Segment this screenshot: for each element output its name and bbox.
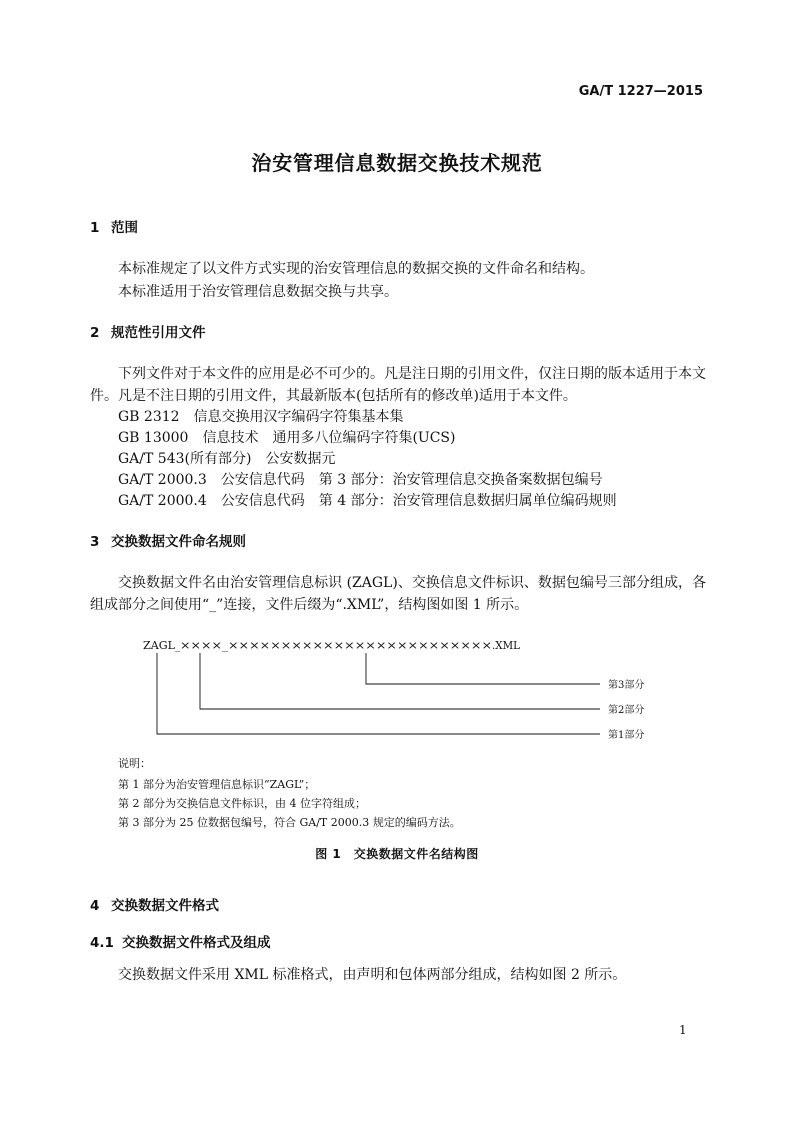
subsection-title: 交换数据文件格式及组成	[122, 935, 271, 951]
section-1-heading	[90, 218, 138, 238]
section-4-heading	[90, 896, 219, 916]
document-title: 治安管理信息数据交换技术规范	[251, 151, 543, 175]
section-number: 1	[90, 220, 100, 236]
part-1-connector	[157, 653, 600, 734]
part-3-label: 第3部分	[608, 680, 645, 691]
subsection-4-1-paragraph: 交换数据文件采用 XML 标准格式，由声明和包体两部分组成，结构如图 2 所示。	[118, 967, 627, 983]
section-number: 3	[90, 534, 100, 550]
reference-item: GB 2312 信息交换用汉字编码字符集基本集	[118, 409, 404, 425]
filename-separator: _	[222, 639, 229, 652]
section-3-heading	[90, 532, 246, 552]
section-title: 交换数据文件命名规则	[111, 534, 246, 550]
reference-item: GA/T 2000.4 公安信息代码 第 4 部分：治安管理信息数据归属单位编码规则	[118, 493, 617, 509]
section-title: 交换数据文件格式	[111, 898, 219, 914]
figure-notes	[118, 775, 461, 832]
filename-part-1: ZAGL	[143, 639, 176, 652]
page-number: 1	[679, 1023, 687, 1037]
reference-item: GB 13000 信息技术 通用多八位编码字符集(UCS)	[118, 430, 456, 446]
reference-list	[118, 407, 617, 512]
part-2-connector	[200, 653, 600, 709]
part-1-label: 第1部分	[608, 730, 645, 741]
note-item: 第 1 部分为治安管理信息标识“ZAGL”；	[118, 778, 316, 791]
filename-structure-diagram	[0, 632, 794, 747]
section-title: 范围	[111, 220, 138, 236]
section-1-paragraph-1: 本标准规定了以文件方式实现的治安管理信息的数据交换的文件命名和结构。	[118, 261, 594, 277]
subsection-number: 4.1	[90, 935, 114, 951]
section-2-heading	[90, 323, 206, 343]
part-3-connector	[366, 653, 600, 684]
filename-part-3: ×××××××××××××××××××××××××	[228, 639, 492, 652]
section-title: 规范性引用文件	[111, 325, 206, 341]
figure-caption: 图 1 交换数据文件名结构图	[315, 847, 479, 861]
part-2-label: 第2部分	[608, 705, 645, 716]
section-number: 2	[90, 325, 100, 341]
section-2-intro: 下列文件对于本文件的应用是必不可少的。凡是注日期的引用文件，仅注日期的版本适用于本文件。凡是不注日期的引用文件，其最新版本(包括所有的修改单)适用于本文件。	[90, 366, 706, 404]
filename-suffix: .XML	[492, 639, 521, 652]
filename-part-2: ××××	[180, 639, 222, 652]
reference-item: GA/T 2000.3 公安信息代码 第 3 部分：治安管理信息交换备案数据包编号	[118, 472, 603, 488]
standard-code: GA/T 1227—2015	[578, 84, 703, 99]
subsection-4-1-heading	[90, 933, 271, 953]
note-item: 第 3 部分为 25 位数据包编号，符合 GA/T 2000.3 规定的编码方法。	[118, 816, 461, 829]
section-1-paragraph-2: 本标准适用于治安管理信息数据交换与共享。	[118, 284, 398, 300]
section-number: 4	[90, 898, 100, 914]
section-3-paragraph: 交换数据文件名由治安管理信息标识 (ZAGL)、交换信息文件标识、数据包编号三部分组成，各组成部分之间使用“_”连接，文件后缀为“.XML”，结构图如图 1 所示。	[90, 575, 706, 613]
reference-item: GA/T 543(所有部分) 公安数据元	[118, 451, 336, 467]
figure-notes-title: 说明：	[118, 757, 151, 770]
note-item: 第 2 部分为交换信息文件标识，由 4 位字符组成；	[118, 797, 366, 810]
filename-separator: _	[175, 639, 181, 652]
